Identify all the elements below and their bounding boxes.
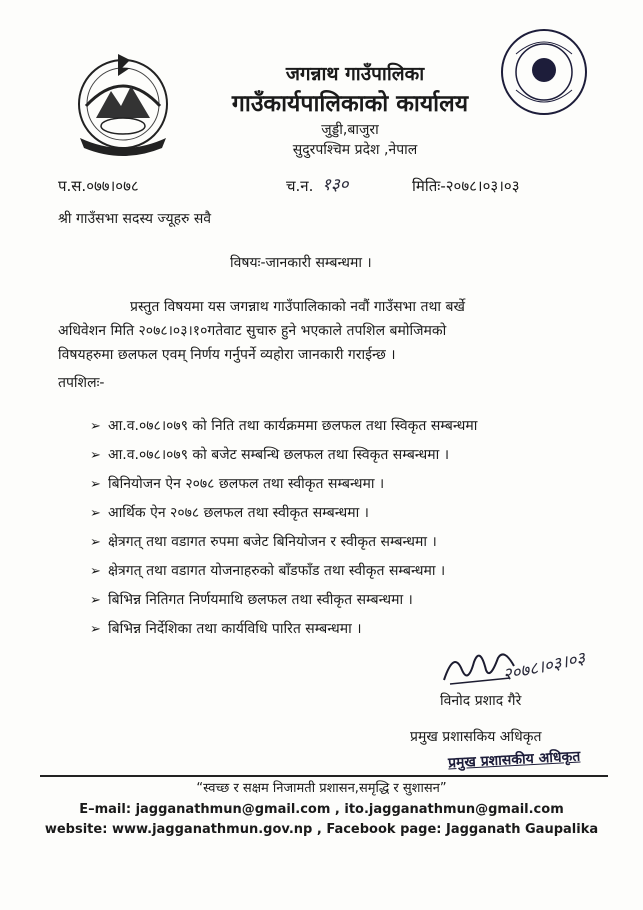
signature-date: २०७८।०३।०३ [501,648,588,686]
arrow-bullet-icon: ➢ [90,593,101,608]
designation-stamp: प्रमुख प्रशासकीय अधिकृत [447,748,581,772]
footer-divider [40,775,608,777]
list-item: ➢ बिनियोजन ऐन २०७८ छलफल तथा स्वीकृत सम्बन्धमा । [90,476,385,492]
signatory-designation: प्रमुख प्रशासकिय अधिकृत [410,729,542,745]
office-title: गाउँकार्यपालिकाको कार्यालय [231,91,469,117]
office-seal-icon [496,24,592,120]
arrow-bullet-icon: ➢ [90,622,101,637]
list-item: ➢ क्षेत्रगत् तथा वडागत रुपमा बजेट बिनियोजन र स्वीकृत सम्बन्धमा । [90,534,437,550]
letter-number: प.स.०७७।०७८ [58,177,139,195]
subject-line: विषयः-जानकारी सम्बन्धमा । [230,255,372,271]
footer-website: website: www.jagganathmun.gov.np , Facebook page: Jagganath Gaupalika [44,822,599,837]
arrow-bullet-icon: ➢ [90,448,101,463]
list-item: ➢ बिभिन्न नितिगत निर्णयमाथि छलफल तथा स्वीकृत सम्बन्धमा । [90,592,413,608]
chalani-label: च.न. [286,177,314,195]
chalani-number: १३० [322,175,349,195]
office-name: जगन्नाथ गाउँपालिका [285,63,425,85]
arrow-bullet-icon: ➢ [90,535,101,550]
paragraph-line: विषयहरुमा छलफल एवम् निर्णय गर्नुपर्ने व्यहोरा जानकारी गराईन्छ । [58,347,396,363]
arrow-bullet-icon: ➢ [90,564,101,579]
list-item: ➢ आ.व.०७८।०७९ को निति तथा कार्यक्रममा छलफल तथा स्विकृत सम्बन्धमा [90,418,478,434]
list-item: ➢ आ.व.०७८।०७९ को बजेट सम्बन्धि छलफल तथा स्विकृत सम्बन्धमा । [90,447,450,463]
list-item: ➢ क्षेत्रगत् तथा वडागत योजनाहरुको बाँडफाँड तथा स्वीकृत सम्बन्धमा । [90,563,446,579]
office-location: जुड्डी,बाजुरा [321,122,379,138]
addressee: श्री गाउँसभा सदस्य ज्यूहरु सवै [58,211,212,227]
list-item: ➢ बिभिन्न निर्देशिका तथा कार्यविधि पारित सम्बन्धमा । [90,621,362,637]
arrow-bullet-icon: ➢ [90,477,101,492]
arrow-bullet-icon: ➢ [90,419,101,434]
arrow-bullet-icon: ➢ [90,506,101,521]
nepal-emblem-icon [66,46,180,156]
office-province: सुदुरपश्चिम प्रदेश ,नेपाल [292,142,418,158]
footer-slogan: “स्वच्छ र सक्षम निजामती प्रशासन,समृद्धि र सुशासन” [196,781,447,796]
list-item: ➢ आर्थिक ऐन २०७८ छलफल तथा स्वीकृत सम्बन्धमा । [90,505,369,521]
tapasil-label: तपशिलः- [58,375,105,391]
paragraph-line: प्रस्तुत विषयमा यस जगन्नाथ गाउँपालिकाको नवौं गाउँसभा तथा बर्खे [130,299,465,315]
signatory-name: विनोद प्रशाद गैरे [440,693,522,709]
letter-date: मितिः-२०७८।०३।०३ [412,177,520,195]
footer-email: E–mail: jagganathmun@gmail.com , ito.jagganathmun@gmail.com [79,802,564,817]
paragraph-line: अधिवेशन मिति २०७८।०३।१०गतेवाट सुचारु हुने भएकाले तपशिल बमोजिमको [58,323,447,339]
